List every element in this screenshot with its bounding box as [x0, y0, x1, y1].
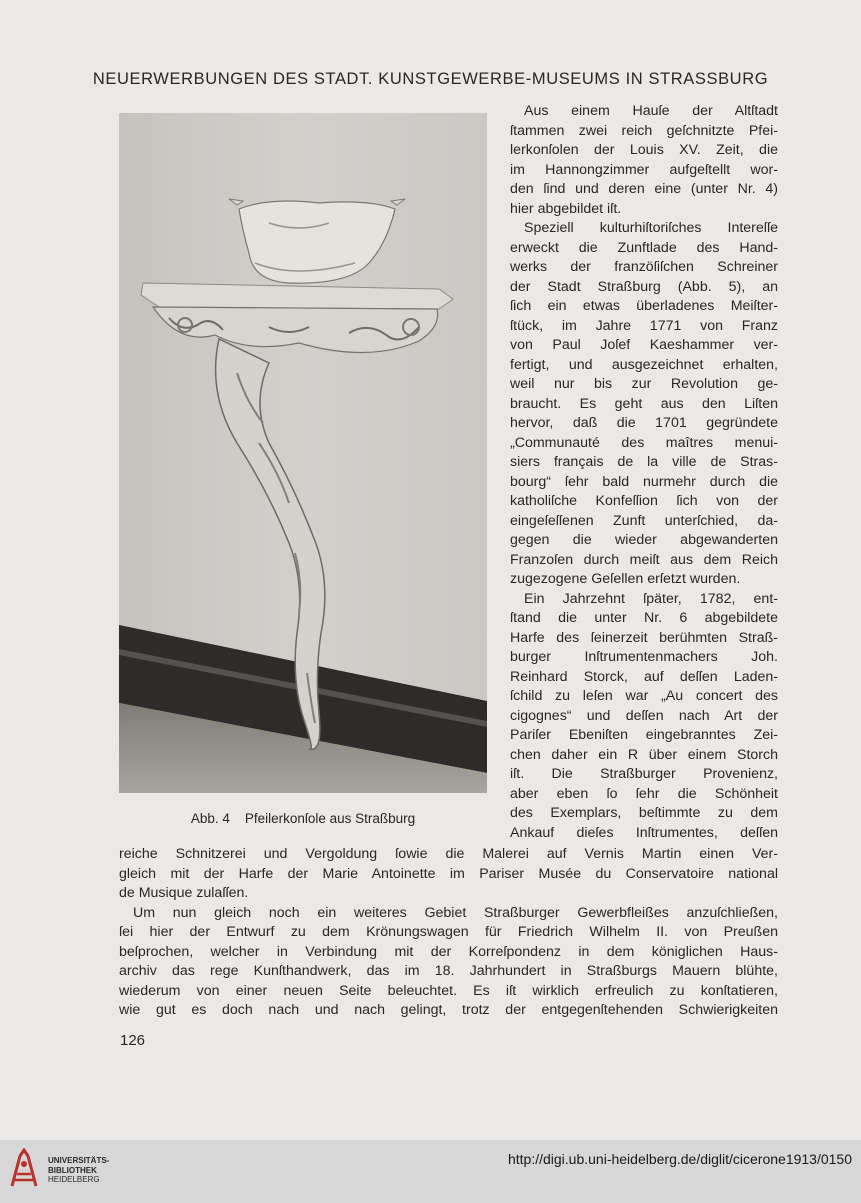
text-line: burger Inſtrumentenmachers Joh.	[510, 649, 778, 665]
text-line: braucht. Es geht aus den Liſten	[510, 395, 778, 412]
text-line: ſich ein etwas überladenes Meiſter-	[510, 298, 778, 314]
library-logo-mark-icon	[8, 1148, 40, 1190]
library-logo	[8, 1148, 128, 1194]
text-line: katholiſche Konfeſſion ſich von der	[510, 493, 778, 509]
figure-photograph-console	[119, 113, 487, 793]
running-header: NEUERWERBUNGEN DES STADT. KUNSTGEWERBE-MUSEUMS IN STRASSBURG	[92, 70, 769, 88]
text-line: reiche Schnitzerei und Vergoldung ſowie die Malerei auf Vernis Martin einen Ver-	[119, 846, 778, 862]
text-line: den ſind und deren eine (unter Nr. 4)	[510, 181, 778, 197]
text-line: lerkonſolen der Louis XV. Zeit, die	[510, 142, 778, 158]
console-photo-illustration	[119, 113, 487, 793]
text-line: zugezogene Geſellen erſetzt wurden.	[510, 571, 741, 587]
text-line: ſtammen zwei reich geſchnitzte Pfei-	[510, 122, 778, 139]
text-line: von Paul Joſef Kaeshammer ver-	[510, 337, 778, 353]
text-line: „Communauté des maîtres menui-	[510, 434, 778, 451]
text-line: eingeſeſſenen Zunft unterſchied, da-	[510, 512, 778, 529]
text-line: iſt. Die Straßburger Provenienz,	[510, 766, 778, 782]
text-line: im Hannongzimmer aufgeſtellt wor-	[510, 161, 778, 178]
text-line: Franzoſen durch meiſt aus dem Reich	[510, 551, 778, 568]
text-line: fertigt, und ausgezeichnet erhalten,	[510, 356, 778, 373]
text-line: aber eben ſo ſehr die Schönheit	[510, 785, 778, 802]
text-line: wie gut es doch nach und nach gelingt, trotz der entgegenſtehenden Schwierigkeiten	[119, 1002, 778, 1018]
footer-bar	[0, 1140, 861, 1203]
text-column-right	[510, 102, 778, 843]
text-line: ſtand die unter Nr. 6 abgebildete	[510, 610, 778, 626]
text-line: Speziell kulturhiſtoriſches Intereſſe	[524, 220, 778, 236]
text-line: weil nur bis zur Revolution ge-	[510, 376, 778, 392]
text-line: wiederum von einer neuen Seite beleuchtet. Es iſt wirklich erfreulich zu konſtatieren,	[119, 982, 778, 999]
text-line: gegen die wieder abgewanderten	[510, 532, 778, 548]
text-line: Aus einem Hauſe der Altſtadt	[524, 103, 778, 119]
source-url-link[interactable]: http://digi.ub.uni-heidelberg.de/diglit/cicerone1913/0150	[507, 1151, 852, 1167]
text-line: erweckt die Zunftlade des Hand-	[510, 239, 778, 256]
text-line: ſchild zu leſen war „Au concert des	[510, 688, 778, 704]
text-line: Ein Jahrzehnt ſpäter, 1782, ent-	[524, 590, 778, 607]
text-line: Ankauf dieſes Inſtrumentes, deſſen	[510, 824, 778, 841]
text-line: hervor, daß die 1701 gegründete	[510, 415, 778, 431]
text-line: Reinhard Storck, auf deſſen Laden-	[510, 668, 778, 685]
text-full-width	[119, 845, 778, 1021]
text-line: siers français de la ville de Stras-	[510, 454, 778, 470]
text-line: werks der franzöſiſchen Schreiner	[510, 259, 778, 275]
text-line: der Stadt Straßburg (Abb. 5), an	[510, 278, 778, 295]
text-line: Harfe des ſeinerzeit berühmten Straß-	[510, 629, 778, 646]
text-line: Um nun gleich noch ein weiteres Gebiet Straßburger Gewerbfleißes anzuſchließen,	[133, 904, 778, 921]
text-line: cigognes“ und deſſen nach Art der	[510, 707, 778, 724]
text-line: Pariſer Ebeniſten eingebranntes Zei-	[510, 727, 778, 743]
text-line: beſprochen, welcher in Verbindung mit der Korreſpondenz in dem königlichen Haus-	[119, 943, 778, 960]
text-line: ſtück, im Jahre 1771 von Franz	[510, 317, 778, 334]
text-line: hier abgebildet iſt.	[510, 200, 622, 217]
text-line: bourg“ ſehr bald nurmehr durch die	[510, 473, 778, 490]
page-number: 126	[120, 1032, 146, 1049]
text-line: chen daher ein R über einem Storch	[510, 746, 778, 763]
text-line: ſei hier der Entwurf zu dem Krönungswagen für Friedrich Wilhelm II. von Preußen	[119, 924, 778, 940]
text-line: gleich mit der Harfe der Marie Antoinette im Pariser Musée du Conservatoire national	[119, 865, 778, 882]
text-line: de Musique zulaſſen.	[119, 885, 249, 901]
logo-text-line3: HEIDELBERG	[48, 1175, 100, 1184]
logo-text-line2: BIBLIOTHEK	[48, 1165, 97, 1175]
logo-text-line1: UNIVERSITÄTS-	[48, 1156, 110, 1165]
figure-caption: Abb. 4 Pfeilerkonſole aus Straßburg	[190, 811, 416, 826]
text-line: des Exemplars, beſtimmte zu dem	[510, 805, 778, 821]
text-line: archiv das rege Kunſthandwerk, das im 18. Jahrhundert in Straßburgs Mauern blühte,	[119, 963, 778, 979]
